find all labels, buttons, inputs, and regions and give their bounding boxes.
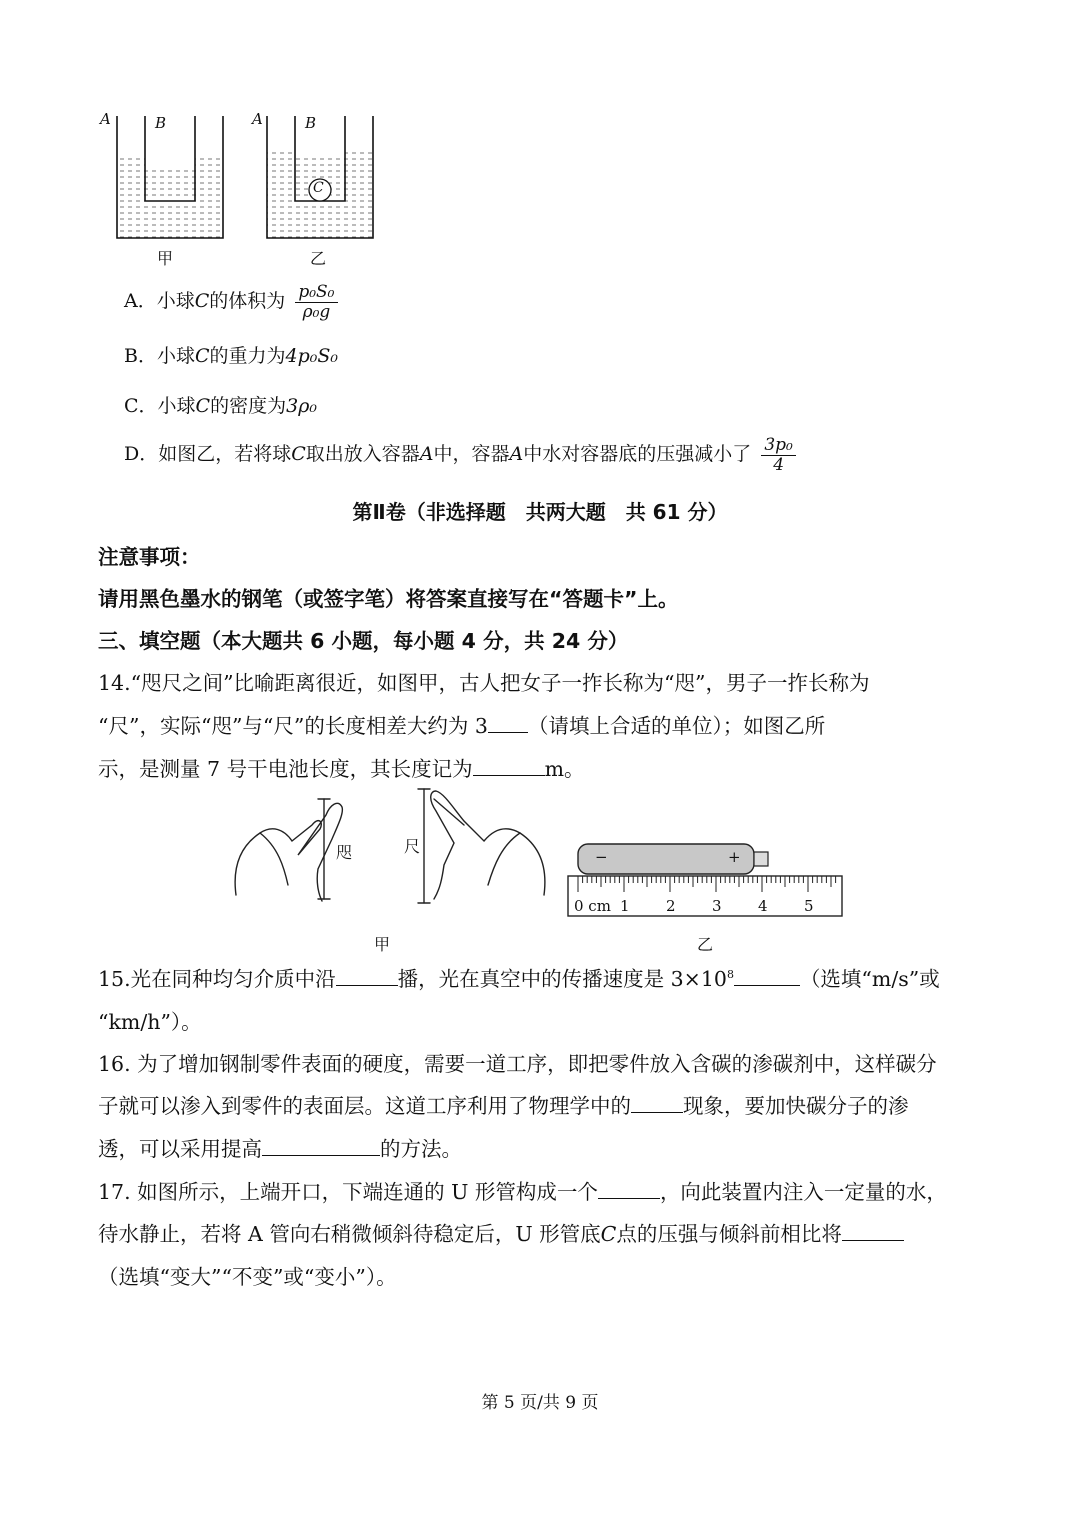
ball-label: C — [313, 180, 324, 196]
notice-text: 请用黑色墨水的钢笔（或签字笔）将答案直接写在“答题卡”上。 — [98, 587, 679, 611]
caption-yi-top: 乙 — [310, 249, 327, 268]
q16-line3: 透，可以采用提高 的方法。 — [98, 1137, 462, 1161]
part3-title: 三、填空题（本大题共 6 小题，每小题 4 分，共 24 分） — [98, 629, 629, 653]
q14-line2: “尺”，实际“咫”与“尺”的长度相差大约为 3 （请填上合适的单位）；如图乙所 — [98, 714, 826, 738]
q15-blank-2 — [734, 967, 800, 986]
option-d: D．如图乙，若将球C取出放入容器A中，容器A中水对容器底的压强减小了 $\frac{\text{3p₀}}{4}$ — [124, 436, 796, 474]
notice-title: 注意事项： — [98, 545, 201, 569]
ruler-label: 3 — [712, 897, 722, 915]
ruler-label: 2 — [666, 897, 676, 915]
option-a: A．小球C的体积为 $\frac{\text{p₀S₀}}{\text{ρ₀g}}$ — [124, 283, 338, 321]
q16-blank-2 — [262, 1137, 380, 1156]
q15-line2: “km/h”）。 — [98, 1010, 202, 1034]
q14-blank-2 — [473, 757, 545, 776]
q14-blank-1 — [488, 714, 528, 733]
ruler-label: 0 cm — [574, 897, 611, 915]
container-figures — [95, 108, 395, 268]
page-footer: 第 5 页/共 9 页 — [481, 1393, 599, 1413]
caption-jia-top: 甲 — [157, 249, 174, 268]
label-a-left: A — [100, 110, 111, 128]
q17-line2: 待水静止，若将 A 管向右稍微倾斜待稳定后，U 形管底C点的压强与倾斜前相比将 — [98, 1217, 904, 1247]
label-b-left: B — [155, 114, 167, 132]
q16-blank-1 — [631, 1094, 683, 1113]
hand-span-figure — [232, 785, 552, 915]
q17-line1: 17. 如图所示，上端开口，下端连通的 U 形管构成一个 ，向此装置内注入一定量的水， — [98, 1180, 947, 1204]
label-zhi: 咫 — [336, 843, 353, 862]
caption-yi-ruler: 乙 — [697, 935, 714, 954]
q15-line1: 15.光在同种均匀介质中沿 播，光在真空中的传播速度是 $3\times 10^8$ （选填“m/s”或 — [98, 967, 940, 991]
battery-plus-sign: + — [728, 848, 741, 866]
q16-line1: 16. 为了增加钢制零件表面的硬度，需要一道工序，即把零件放入含碳的渗碳剂中，这样碳分 — [98, 1052, 937, 1076]
q17-line3: （选填“变大”“不变”或“变小”）。 — [98, 1265, 397, 1289]
section-title: 第Ⅱ卷（非选择题 共两大题 共 61 分） — [352, 500, 728, 524]
option-b: B．小球C的重力为4p₀S₀ — [124, 345, 339, 367]
caption-jia-hands: 甲 — [374, 935, 391, 954]
ruler-label: 4 — [758, 897, 768, 915]
q14-line1: 14.“咫尺之间”比喻距离很近，如图甲，古人把女子一拃长称为“咫”，男子一拃长称为 — [98, 671, 870, 695]
option-d-fraction: $\frac{\text{3p₀}}{4}$ — [761, 436, 796, 474]
label-b-right: B — [305, 114, 317, 132]
label-chi: 尺 — [404, 837, 421, 856]
label-a-right: A — [252, 110, 263, 128]
battery-minus-sign: − — [595, 848, 608, 866]
q14-line3: 示，是测量 7 号干电池长度，其长度记为 m。 — [98, 757, 585, 781]
q17-blank-2 — [842, 1222, 904, 1241]
q17-blank-1 — [598, 1180, 660, 1199]
option-a-fraction: $\frac{\text{p₀S₀}}{\text{ρ₀g}}$ — [295, 283, 337, 321]
ruler-label: 1 — [620, 897, 630, 915]
q15-blank-1 — [336, 967, 398, 986]
option-c: C．小球C的密度为3ρ₀ — [124, 395, 317, 417]
ruler-label: 5 — [804, 897, 814, 915]
q16-line2: 子就可以渗入到零件的表面层。这道工序利用了物理学中的 现象，要加快碳分子的渗 — [98, 1094, 909, 1118]
